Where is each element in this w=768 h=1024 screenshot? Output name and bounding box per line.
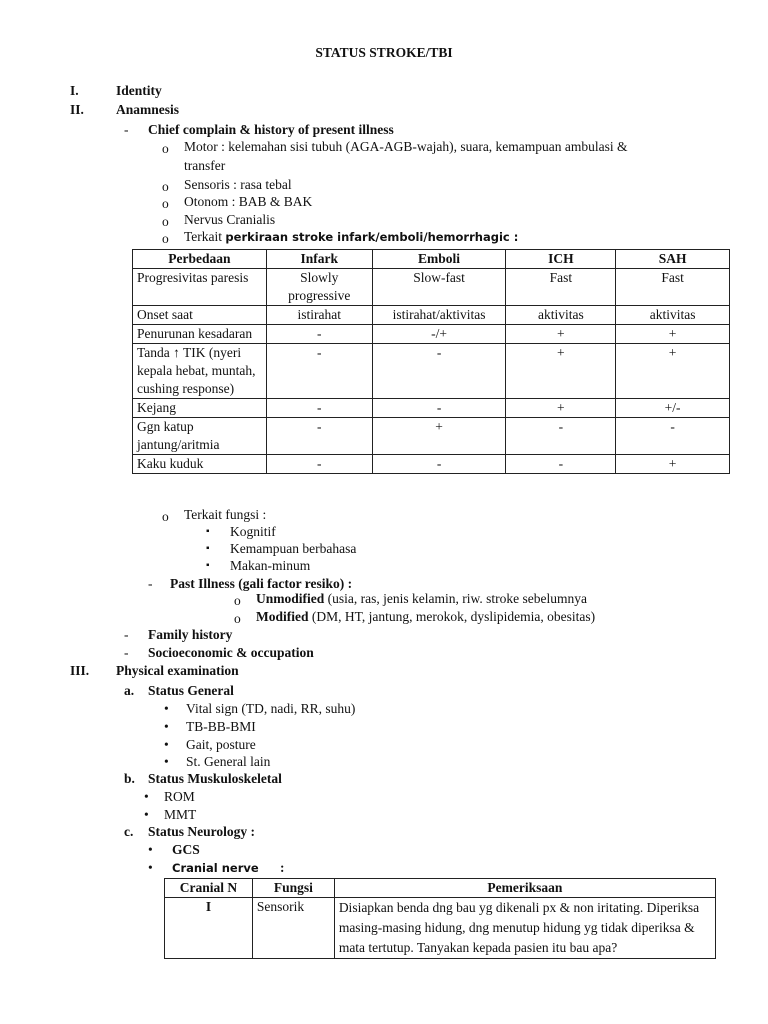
table-header-row xyxy=(133,250,730,269)
header-emboli: Emboli xyxy=(372,250,506,269)
modified-label: Modified xyxy=(256,609,309,624)
general-item-lain: St. General lain xyxy=(186,754,271,769)
status-general-heading: Status General xyxy=(148,683,234,698)
motor-line-1: Motor : kelemahan sisi tubuh (AGA-AGB-wajah), suara, kemampuan ambulasi & xyxy=(184,139,628,154)
musculo-item-mmt: MMT xyxy=(164,807,197,822)
circle-bullet-icon: o xyxy=(162,231,169,246)
table-row xyxy=(133,455,730,474)
socioeconomic-occupation: Socioeconomic & occupation xyxy=(148,645,314,660)
cranial-number: I xyxy=(165,898,253,959)
table-row xyxy=(133,306,730,325)
terkait-suffix: perkiraan stroke infark/emboli/hemorrhagic : xyxy=(225,230,519,244)
dash-bullet: - xyxy=(124,122,129,137)
dash-bullet: - xyxy=(124,645,129,660)
cranial-nerve-table xyxy=(164,878,716,959)
cell: + xyxy=(616,325,730,344)
header-infark: Infark xyxy=(266,250,372,269)
section-title-identity: Identity xyxy=(116,83,162,98)
section-title-anamnesis: Anamnesis xyxy=(116,102,180,117)
fungsi-item-kognitif: Kognitif xyxy=(230,524,276,539)
header-pemeriksaan: Pemeriksaan xyxy=(334,879,715,898)
terkait-fungsi-item: Terkait fungsi : xyxy=(184,507,267,522)
row-label: Kejang xyxy=(133,399,267,418)
header-fungsi: Fungsi xyxy=(252,879,334,898)
subsection-letter-a: a. xyxy=(124,683,135,698)
cell: Fast xyxy=(506,269,616,306)
cell: istirahat xyxy=(266,306,372,325)
cranial-nerve-colon: : xyxy=(280,860,285,875)
cell: Slowly progressive xyxy=(266,269,372,306)
cell: aktivitas xyxy=(506,306,616,325)
cell: - xyxy=(266,344,372,399)
cell: + xyxy=(506,344,616,399)
circle-bullet-icon: o xyxy=(162,179,169,194)
cell: aktivitas xyxy=(616,306,730,325)
table-row xyxy=(133,418,730,455)
dot-bullet-icon: • xyxy=(144,789,149,804)
cell: istirahat/aktivitas xyxy=(372,306,506,325)
header-ich: ICH xyxy=(506,250,616,269)
square-bullet-icon: ▪ xyxy=(206,543,210,554)
row-label: Ggn katup jantung/aritmia xyxy=(133,418,267,455)
row-label: Penurunan kesadaran xyxy=(133,325,267,344)
cell: + xyxy=(506,325,616,344)
dot-bullet-icon: • xyxy=(148,842,153,857)
dot-bullet-icon: • xyxy=(164,737,169,752)
motor-line-2: transfer xyxy=(184,158,226,173)
cell: + xyxy=(616,344,730,399)
cell: + xyxy=(506,399,616,418)
cell: + xyxy=(372,418,506,455)
row-label: Onset saat xyxy=(133,306,267,325)
circle-bullet-icon: o xyxy=(234,593,241,608)
unmodified-item xyxy=(256,590,587,608)
general-item-tbbb: TB-BB-BMI xyxy=(186,719,256,734)
cell: - xyxy=(266,455,372,474)
stroke-table xyxy=(132,249,730,474)
circle-bullet-icon: o xyxy=(162,196,169,211)
cell: - xyxy=(266,418,372,455)
table-row xyxy=(133,325,730,344)
general-item-vital: Vital sign (TD, nadi, RR, suhu) xyxy=(186,701,356,716)
status-musculoskeletal-heading: Status Muskuloskeletal xyxy=(148,771,282,786)
section-number-1: I. xyxy=(70,83,79,98)
cell: - xyxy=(506,418,616,455)
dash-bullet: - xyxy=(124,627,129,642)
table-row xyxy=(165,898,716,959)
subsection-letter-b: b. xyxy=(124,771,135,786)
row-label: Kaku kuduk xyxy=(133,455,267,474)
table-row xyxy=(133,399,730,418)
section-number-3: III. xyxy=(70,663,90,678)
cranial-examination: Disiapkan benda dng bau yg dikenali px & non iritating. Diperiksa masing-masing hidung, dng menutup hidung yg tidak diperiksa & mata tertutup. Tanyakan kepada pasien itu bau apa? xyxy=(334,898,715,959)
modified-item xyxy=(256,608,595,626)
page-title: STATUS STROKE/TBI xyxy=(315,45,453,60)
circle-bullet-icon: o xyxy=(162,141,169,156)
header-cranial-n: Cranial N xyxy=(165,879,253,898)
fungsi-item-bahasa: Kemampuan berbahasa xyxy=(230,541,357,556)
section-number-2: II. xyxy=(70,102,84,117)
unmodified-text: (usia, ras, jenis kelamin, riw. stroke sebelumnya xyxy=(324,591,587,606)
family-history: Family history xyxy=(148,627,233,642)
table-row xyxy=(133,269,730,306)
dash-bullet: - xyxy=(148,576,153,591)
cell: - xyxy=(506,455,616,474)
table-row xyxy=(133,344,730,399)
otonom-item: Otonom : BAB & BAK xyxy=(184,194,313,209)
cell: +/- xyxy=(616,399,730,418)
dot-bullet-icon: • xyxy=(164,719,169,734)
cell: + xyxy=(616,455,730,474)
fungsi-item-makan: Makan-minum xyxy=(230,558,311,573)
cell: - xyxy=(372,455,506,474)
cranial-function: Sensorik xyxy=(252,898,334,959)
cell: - xyxy=(372,344,506,399)
circle-bullet-icon: o xyxy=(162,214,169,229)
row-label: Progresivitas paresis xyxy=(133,269,267,306)
subsection-letter-c: c. xyxy=(124,824,134,839)
cell: - xyxy=(266,325,372,344)
terkait-item xyxy=(184,228,518,246)
nervus-item: Nervus Cranialis xyxy=(184,212,276,227)
circle-bullet-icon: o xyxy=(162,509,169,524)
unmodified-label: Unmodified xyxy=(256,591,325,606)
dot-bullet-icon: • xyxy=(144,807,149,822)
musculo-item-rom: ROM xyxy=(164,789,195,804)
cell: Slow-fast xyxy=(372,269,506,306)
dot-bullet-icon: • xyxy=(164,754,169,769)
table-header-row xyxy=(165,879,716,898)
terkait-prefix: Terkait xyxy=(184,229,226,244)
cranial-nerve-item: Cranial nerve xyxy=(172,861,259,875)
square-bullet-icon: ▪ xyxy=(206,560,210,571)
gcs-item: GCS xyxy=(172,842,200,857)
modified-text: (DM, HT, jantung, merokok, dyslipidemia, obesitas) xyxy=(308,609,596,624)
cell: - xyxy=(616,418,730,455)
sensoris-item: Sensoris : rasa tebal xyxy=(184,177,292,192)
circle-bullet-icon: o xyxy=(234,611,241,626)
cell: - xyxy=(372,399,506,418)
header-perbedaan: Perbedaan xyxy=(133,250,267,269)
cell: - xyxy=(266,399,372,418)
row-label: Tanda ↑ TIK (nyeri kepala hebat, muntah, cushing response) xyxy=(133,344,267,399)
dot-bullet-icon: • xyxy=(164,701,169,716)
dot-bullet-icon: • xyxy=(148,860,153,875)
header-sah: SAH xyxy=(616,250,730,269)
section-title-physical: Physical examination xyxy=(116,663,239,678)
cell: Fast xyxy=(616,269,730,306)
square-bullet-icon: ▪ xyxy=(206,526,210,537)
chief-complaint-heading: Chief complain & history of present illness xyxy=(148,122,394,137)
past-illness-heading: Past Illness (gali factor resiko) : xyxy=(170,576,353,591)
cell: -/+ xyxy=(372,325,506,344)
general-item-gait: Gait, posture xyxy=(186,737,256,752)
status-neurology-heading: Status Neurology : xyxy=(148,824,256,839)
